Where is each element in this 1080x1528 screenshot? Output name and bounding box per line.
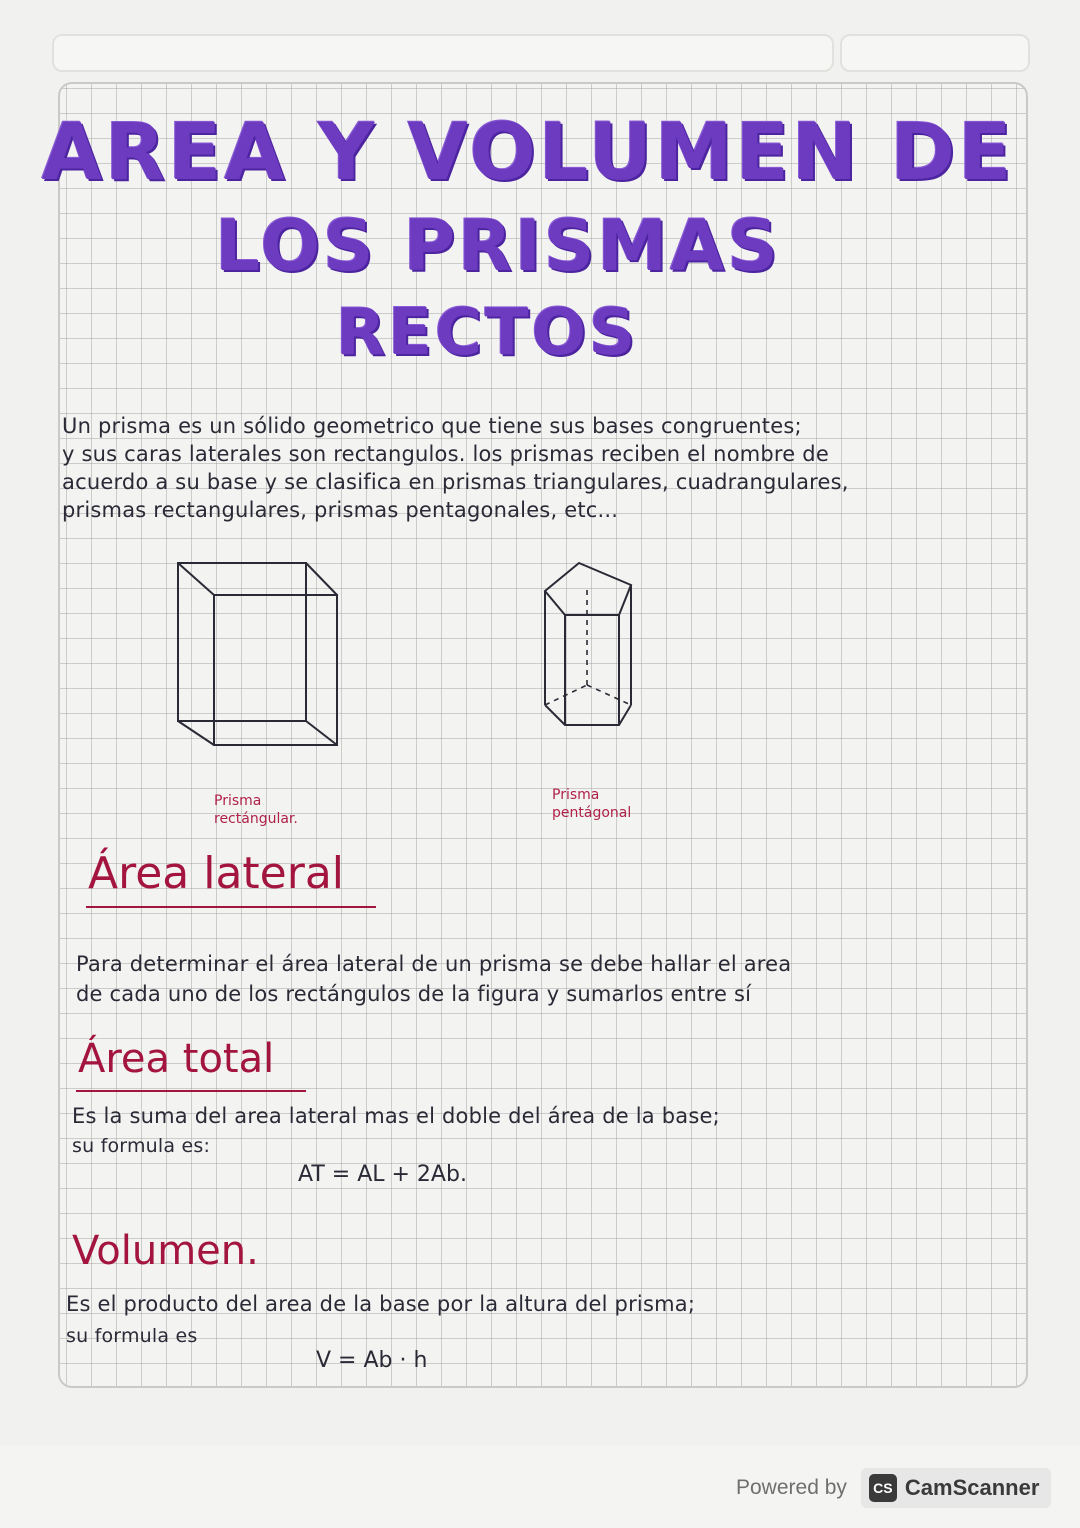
rectangular-prism-drawing bbox=[170, 555, 350, 755]
heading-underline bbox=[76, 1090, 306, 1092]
header-field-left bbox=[52, 34, 834, 72]
label-line: Prisma bbox=[214, 793, 262, 809]
lateral-area-line-1: Para determinar el área lateral de un prisma se debe hallar el area bbox=[76, 952, 792, 976]
title-line-2: LOS PRISMAS bbox=[215, 205, 781, 287]
lateral-area-line-2: de cada uno de los rectángulos de la figura y sumarlos entre sí bbox=[76, 982, 752, 1006]
intro-line: acuerdo a su base y se clasifica en prismas triangulares, cuadrangulares, bbox=[62, 470, 849, 494]
pentagonal-prism-drawing bbox=[535, 555, 645, 735]
total-area-line-2: su formula es: bbox=[72, 1135, 211, 1157]
volume-formula: V = Ab · h bbox=[316, 1348, 428, 1373]
camscanner-watermark bbox=[736, 1466, 1051, 1510]
total-area-heading: Área total bbox=[78, 1036, 275, 1082]
title-line-3: RECTOS bbox=[335, 296, 639, 370]
title-line-1: AREA Y VOLUMEN DE bbox=[41, 108, 1015, 198]
lateral-area-heading: Área lateral bbox=[88, 848, 345, 899]
volume-line-2: su formula es bbox=[66, 1325, 198, 1347]
header-field-right bbox=[840, 34, 1030, 72]
intro-line: Un prisma es un sólido geometrico que tiene sus bases congruentes; bbox=[62, 414, 802, 438]
volume-heading: Volumen. bbox=[72, 1228, 259, 1274]
heading-underline bbox=[86, 906, 376, 908]
total-area-line-1: Es la suma del area lateral mas el doble del área de la base; bbox=[72, 1104, 720, 1128]
camscanner-brand: CamScanner bbox=[904, 1475, 1040, 1500]
rectangular-prism-label bbox=[214, 792, 298, 828]
camscanner-logo-icon: CS bbox=[869, 1474, 897, 1502]
label-line: Prisma bbox=[552, 787, 600, 803]
pentagonal-prism-label bbox=[552, 786, 631, 822]
intro-paragraph bbox=[62, 412, 1012, 524]
intro-line: y sus caras laterales son rectangulos. los prismas reciben el nombre de bbox=[62, 442, 829, 466]
volume-line-1: Es el producto del area de la base por la altura del prisma; bbox=[66, 1292, 696, 1316]
powered-by-text: Powered by bbox=[736, 1476, 847, 1499]
camscanner-badge bbox=[861, 1468, 1052, 1508]
label-line: pentágonal bbox=[552, 805, 632, 821]
label-line: rectángular. bbox=[214, 811, 298, 827]
intro-line: prismas rectangulares, prismas pentagonales, etc... bbox=[62, 498, 619, 522]
total-area-formula: AT = AL + 2Ab. bbox=[298, 1162, 467, 1187]
